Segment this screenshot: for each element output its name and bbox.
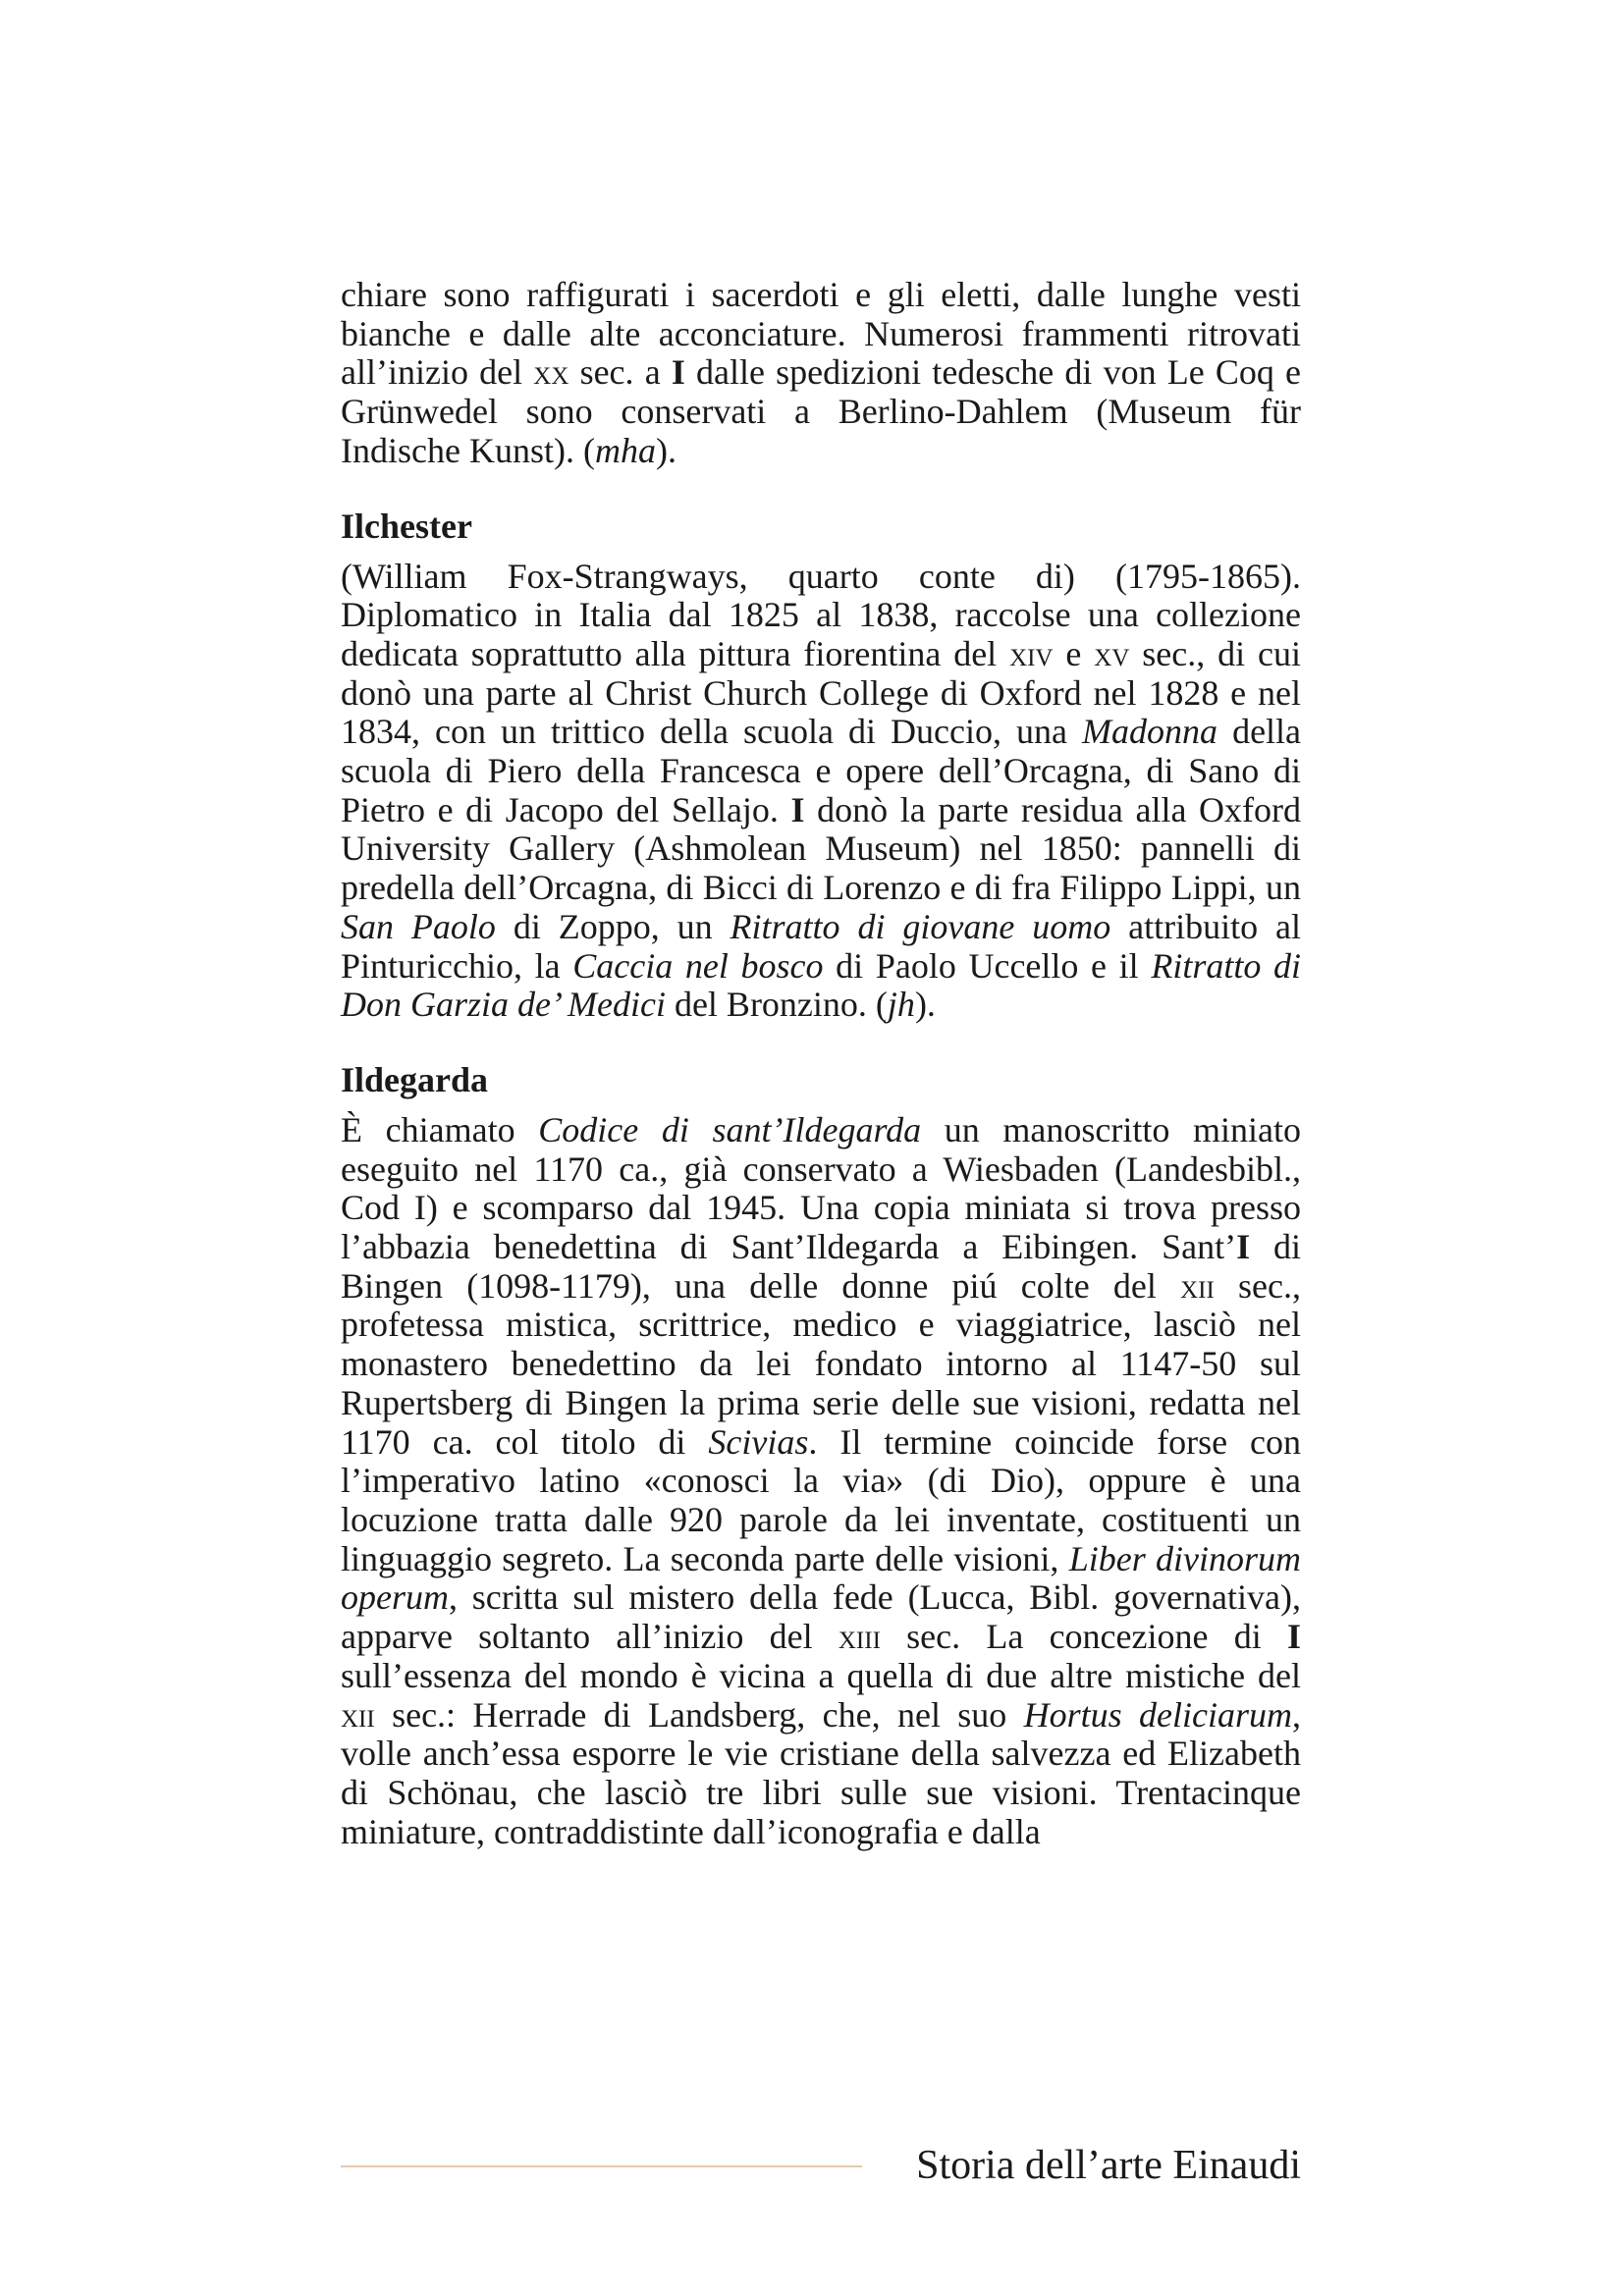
text-column (341, 276, 1301, 1851)
entry-title-ilchester: Ilchester (341, 506, 472, 546)
entry-initial: I (1236, 1227, 1251, 1267)
artwork-title: Ritratto di Don Garzia de’ Medici (341, 945, 1302, 1025)
entry-initial: I (790, 789, 805, 829)
body-text: del Bronzino. (674, 985, 867, 1025)
body-text: un manoscritto miniato eseguito nel 1170 ca., già conservato a Wiesbaden (Landesbibl., Cod I) e scomparso dal 1945. Una copia miniata si trova presso l’abbazia benedettina di Sant’Ildegarda a Eibingen. Sant’ (341, 1109, 1301, 1267)
intro-paragraph (341, 276, 1301, 471)
footer-rule (341, 2165, 862, 2167)
intro-text: sec. a (579, 352, 661, 393)
body-text: , volle anch’essa esporre le vie cristiane della salvezza ed Elizabeth di Schönau, che lasciò tre libri sulle sue visioni. Trentacinque miniature, contraddistinte dall’iconografia e dalla (341, 1694, 1302, 1851)
artwork-title: Caccia nel bosco (572, 945, 824, 986)
body-text: (William Fox-Strangways, quarto conte di) (1795-1865). Diplomatico in Italia dal 1825 al 1838, raccolse una collezione dedicata soprattutto alla pittura fiorentina del (341, 556, 1301, 673)
roman-century: xv (1094, 633, 1130, 673)
roman-century: xii (1180, 1265, 1215, 1306)
body-text: È chiamato (341, 1109, 515, 1149)
roman-century: xiii (838, 1617, 881, 1657)
body-text: sull’essenza del mondo è vicina a quella di due altre mistiche del (341, 1655, 1301, 1695)
intro-text: chiare sono raffigurati i sacerdoti e gli eletti, dalle lunghe vesti bianche e dalle alte acconciature. Numerosi frammenti ritrovati all’inizio del (341, 275, 1301, 393)
body-text: e (1065, 633, 1082, 673)
artwork-title: Liber divinorum operum (341, 1538, 1301, 1618)
footer-publisher: Storia dell’arte Einaudi (916, 2143, 1301, 2188)
roman-century: xiv (1009, 633, 1054, 673)
body-text: di Zoppo, un (513, 906, 713, 946)
author-initials: mha (594, 430, 656, 470)
body-text: di Paolo Uccello e il (836, 945, 1139, 986)
body-text: della scuola di Piero della Francesca e opere dell’Orcagna, di Sano di Pietro e di Jacopo del Sellajo. (341, 712, 1302, 829)
body-text: sec.: Herrade di Landsberg, che, nel suo (392, 1694, 1007, 1735)
artwork-title: Madonna (1082, 712, 1218, 752)
intro-text: dalle spedizioni tedesche di von Le Coq e Grünwedel sono conservati a Berlino-Dahlem (Museum für Indische Kunst). ( (341, 352, 1302, 470)
artwork-title: San Paolo (341, 906, 496, 946)
body-text: di Bingen (1098-1179), una delle donne piú colte del (341, 1227, 1301, 1306)
entry-title-ildegarda: Ildegarda (341, 1059, 489, 1099)
entry-initial: I (671, 352, 685, 393)
body-text: attribuito al Pinturicchio, la (341, 906, 1301, 986)
artwork-title: Ritratto di giovane uomo (730, 906, 1111, 946)
author-initials: jh (887, 985, 915, 1025)
body-text: sec., profetessa mistica, scrittrice, medico e viaggiatrice, lasciò nel monastero benedettino da lei fondato intorno al 1147-50 sul Rupertsberg di Bingen la prima serie delle sue visioni, redatta nel 1170 ca. col titolo di (341, 1265, 1301, 1462)
artwork-title: Hortus deliciarum (1023, 1694, 1293, 1735)
body-text: . Il termine coincide forse con l’imperativo latino «conosci la via» (di Dio), oppure è una locuzione tratta dalle 920 parole da lei inventate, costituenti un linguaggio segreto. La seconda parte delle visioni, (341, 1421, 1301, 1578)
entry-initial: I (1286, 1617, 1301, 1657)
body-text: sec., di cui donò una parte al Christ Church College di Oxford nel 1828 e nel 1834, con un trittico della scuola di Duccio, una (341, 633, 1302, 752)
body-text: , scritta sul mistero della fede (Lucca, Bibl. governativa), apparve soltanto all’inizio del (341, 1577, 1301, 1657)
artwork-title: Codice di sant’Ildegarda (538, 1109, 922, 1149)
body-text: donò la parte residua alla Oxford University Gallery (Ashmolean Museum) nel 1850: pannelli di predella dell’Orcagna, di Bicci di Lorenzo e di fra Filippo Lippi, un (341, 789, 1302, 908)
entry-body-ildegarda (341, 1111, 1301, 1851)
roman-century: xx (533, 352, 569, 393)
body-text: sec. La concezione di (906, 1617, 1262, 1657)
entry-body-ilchester: (William Fox-Strangways, quarto conte di) (1795-1865). Diplomatico in Italia dal 1825 al 1838, raccolse una collezione dedicata soprattutto alla pittura fiorentina del xiv e xv sec., di cui donò una parte al Christ Church College di Oxford nel 1828 e nel 1834, con un trittico della scuola di Duccio, una Madonna della scuola di Piero della Francesca e opere dell’Orcagna, di Sano di Pietro e di Jacopo del Sellajo. I donò la parte residua alla Oxford University Gallery (Ashmolean Museum) nel 1850: pannelli di predella dell’Orcagna, di Bicci di Lorenzo e di fra Filippo Lippi, un San Paolo di Zoppo, un Ritratto di giovane uomo attribuito al Pinturicchio, la Caccia nel bosco di Paolo Uccello e il Ritratto di Don Garzia de’ Medici del Bronzino. (jh). (341, 556, 1302, 1025)
roman-century: xii (341, 1694, 375, 1735)
intro-text: ). (655, 430, 676, 470)
artwork-title: Scivias (708, 1421, 809, 1462)
